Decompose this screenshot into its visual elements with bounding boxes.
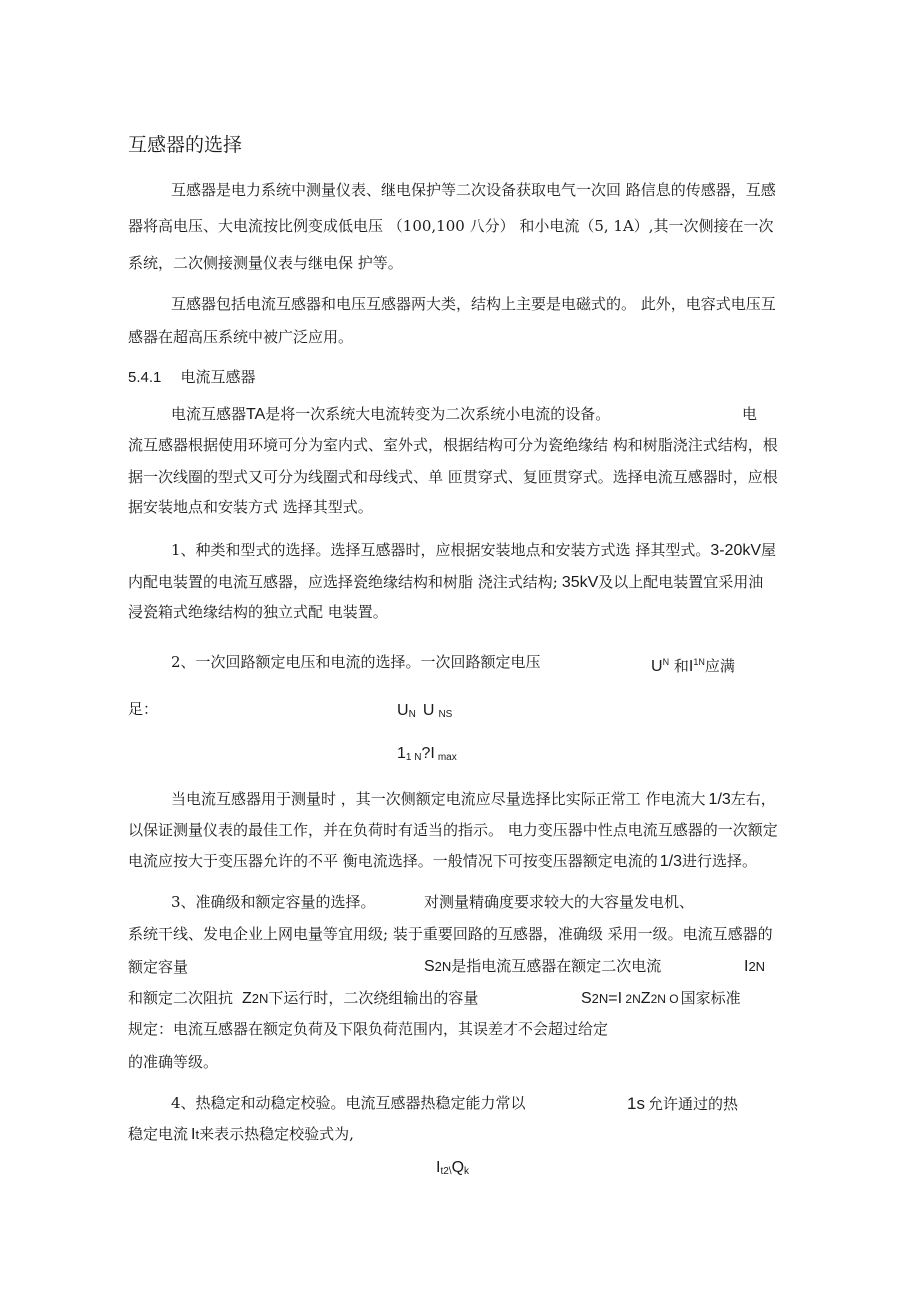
item3-line-3b: S2N是指电流互感器在额定二次电流 — [424, 957, 662, 975]
item2-line-2: 足： — [128, 700, 159, 718]
section-heading — [128, 367, 255, 386]
item1-line-1: 1、种类和型式的选择。选择互感器时，应根据安装地点和安装方式选 择其型式。3-20kV屋 — [171, 541, 777, 559]
page-title: 互感器的选择 — [128, 134, 243, 156]
intro-line-3: 系统，二次侧接测量仪表与继电保 护等。 — [128, 254, 403, 272]
section-label: 电流互感器 — [180, 368, 256, 386]
item4-line-2: 稳定电流 It来表示热稳定校验式为, — [128, 1125, 354, 1143]
item3-line-6: 的准确等级。 — [128, 1053, 219, 1071]
intro-line-1: 互感器是电力系统中测量仪表、继电保护等二次设备获取电气一次回 路信息的传感器，互感 — [171, 181, 776, 199]
item4-line-1: 4、热稳定和动稳定校验。电流互感器热稳定能力常以 — [171, 1094, 526, 1112]
item3-formula: S2N=I 2NZ2N O 国家标准 — [581, 989, 741, 1007]
ta-line-3: 据一次线圈的型式又可分为线圈式和母线式、单 匝贯穿式、复匝贯穿式。选择电流互感器时，应根 — [128, 468, 778, 486]
measure-line-3: 电流应按大于变压器允许的不平 衡电流选择。一般情况下可按变压器额定电流的 1/3进行选择。 — [128, 852, 758, 870]
section-number: 5.4.1 — [128, 369, 162, 386]
measure-line-1: 当电流互感器用于测量时 ，其一次侧额定电流应尽量选择比实际正常工 作电流大 1/3左右， — [171, 790, 776, 808]
item1-line-2: 内配电装置的电流互感器，应选择瓷绝缘结构和树脂 浇注式结构; 35kV及以上配电装置宜采用油 — [128, 573, 764, 591]
item3-line-5: 规定：电流互感器在额定负荷及下限负荷范围内，其误差才不会超过给定 — [128, 1020, 609, 1038]
intro-line-2: 器将高电压、大电流按比例变成低电压 （100,100 八分） 和小电流（5, 1A）,其一次侧接在一次 — [128, 217, 774, 235]
item3-line-1b: 对测量精确度要求较大的大容量发电机、 — [424, 893, 695, 911]
measure-line-2: 以保证测量仪表的最佳工作，并在负荷时有适当的指示。 电力变压器中性点电流互感器的一次额定 — [128, 821, 778, 839]
equation-voltage: $U_N$ U $_{NS}$ — [397, 702, 453, 720]
item2-line-1: 2、一次回路额定电压和电流的选择。一次回路额定电压 — [171, 653, 541, 671]
ta-line-1: 电流互感器TA是将一次系统大电流转变为二次系统小电流的设备。 — [171, 405, 611, 423]
item1-line-3: 浸瓷箱式绝缘结构的独立式配 电装置。 — [128, 603, 388, 621]
intro2-line-1: 互感器包括电流互感器和电压互感器两大类，结构上主要是电磁式的。 此外，电容式电压互 — [171, 295, 776, 313]
ta-line-2: 流互感器根据使用环境可分为室内式、室外式，根据结构可分为瓷绝缘结 构和树脂浇注式结构，根 — [128, 436, 778, 454]
ta-line-1-tail: 电 — [742, 405, 758, 423]
item2-line-1-tail: $U^N$ 和$I^{1N}$应满 — [651, 657, 735, 675]
item4-line-1-tail: 1s 允许通过的热 — [627, 1094, 738, 1113]
equation-thermal: $I_{t2\backslash}Q_k$ — [436, 1159, 470, 1177]
item3-line-4a: 和额定二次阻抗 Z2N下运行时，二次绕组输出的容量 — [128, 989, 479, 1007]
ta-line-4: 据安装地点和安装方式 选择其型式。 — [128, 498, 373, 516]
intro2-line-2: 感器在超高压系统中被广泛应用。 — [128, 328, 354, 346]
item3-line-3a: 额定容量 — [128, 958, 189, 976]
item3-line-3c: I2N — [744, 958, 766, 975]
item3-line-1a: 3、准确级和额定容量的选择。 — [171, 893, 376, 911]
item3-line-2: 系统干线、发电企业上网电量等宜用级; 装于重要回路的互感器，准确级 采用一级。电流互感器的 — [128, 925, 773, 943]
equation-current: $1_{1 N}?I$ $_{max}$ — [397, 745, 457, 763]
